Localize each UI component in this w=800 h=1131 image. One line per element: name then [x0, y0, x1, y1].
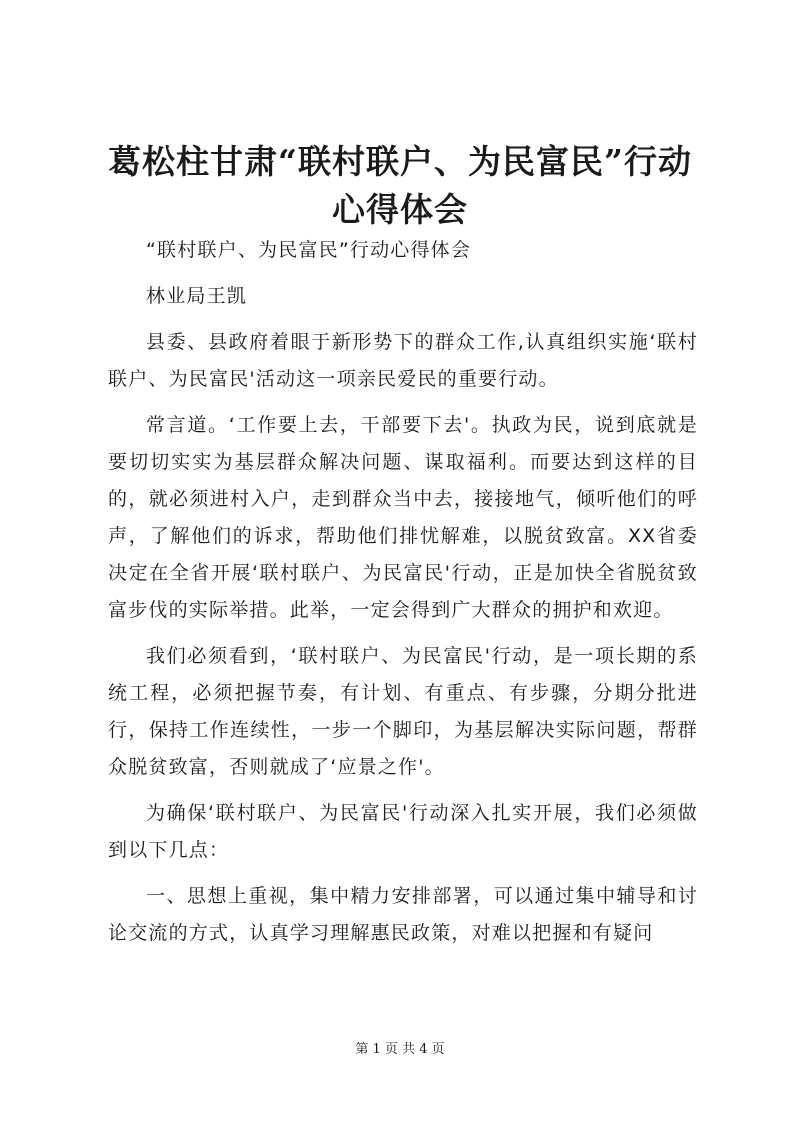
paragraph: 县委、县政府着眼于新形势下的群众工作,认真组织实施‘联村联户、为民富民'活动这一项亲民爱民的重要行动。 [108, 331, 698, 390]
document-title: 葛松柱甘肃“联村联户、为民富民”行动心得体会 [108, 142, 692, 229]
paragraph-author: 林业局王凯 [146, 285, 248, 307]
paragraph: 我们必须看到，‘联村联户、为民富民'行动，是一项长期的系统工程，必须把握节奏，有计划、有重点、有步骤，分期分批进行，保持工作连续性，一步一个脚印，为基层解决实际问题，帮群众脱贫致富，否则就成了‘应景之作'。 [108, 645, 698, 778]
paragraph: 一、思想上重视，集中精力安排部署，可以通过集中辅导和讨论交流的方式，认真学习理解惠民政策，对难以把握和有疑问 [108, 885, 698, 944]
page-footer: 第 1 页 共 4 页 [355, 1042, 445, 1057]
document-body [108, 232, 698, 961]
paragraph: 为确保‘联村联户、为民富民'行动深入扎实开展，我们必须做到以下几点： [108, 802, 698, 861]
paragraph: 常言道。‘工作要上去，干部要下去'。执政为民，说到底就是要切切实实为基层群众解决问题、谋取福利。而要达到这样的目的，就必须进村入户，走到群众当中去，接接地气，倾听他们的呼声，了解他们的诉求，帮助他们排忧解难，以脱贫致富。XX省委决定在全省开展‘联村联户、为民富民'行动，正是加快全省脱贫致富步伐的实际举措。此举，一定会得到广大群众的拥护和欢迎。 [108, 414, 698, 621]
paragraph-subtitle: “联村联户、为民富民”行动心得体会 [146, 239, 472, 261]
